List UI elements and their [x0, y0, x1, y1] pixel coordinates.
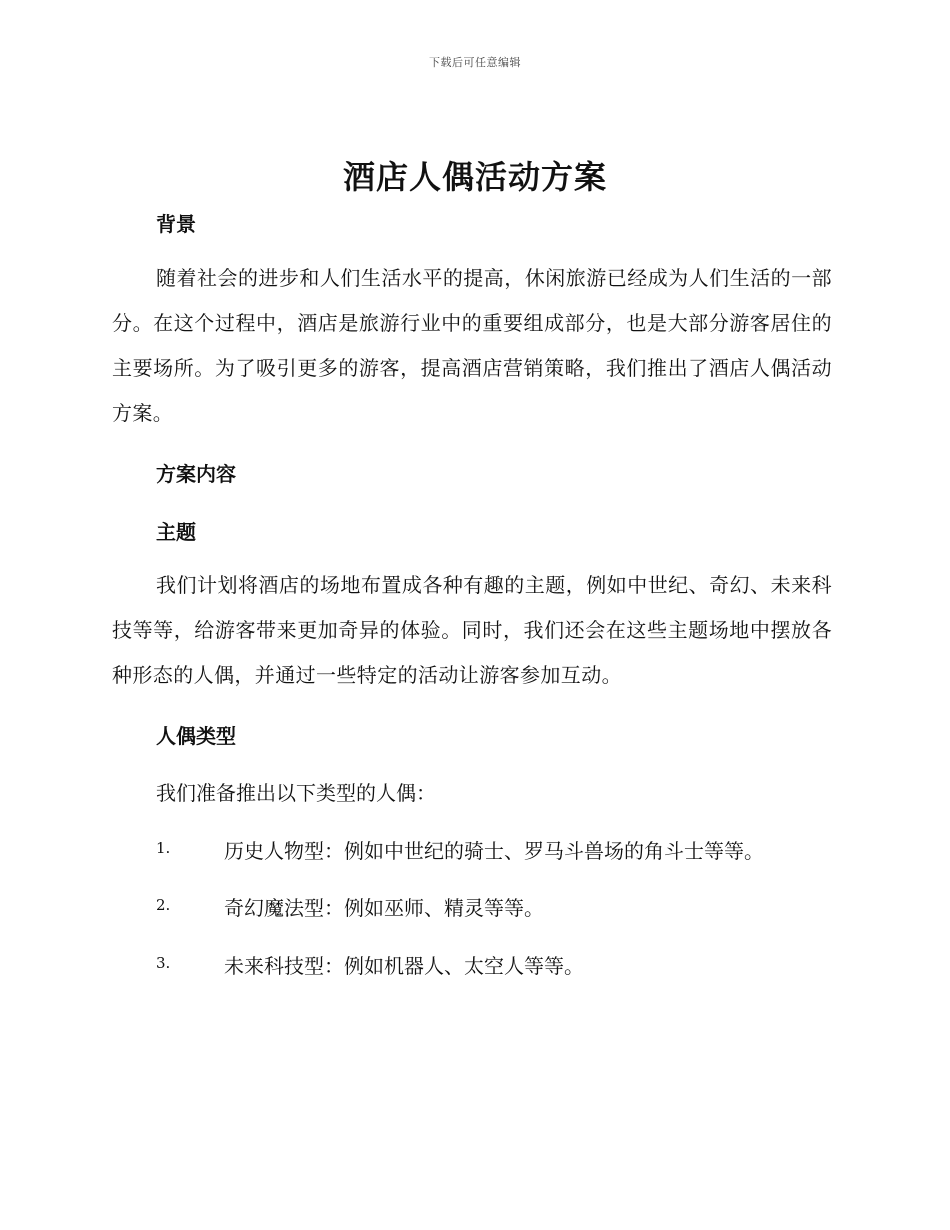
list-item [156, 950, 856, 980]
list-number: 2. [156, 896, 171, 914]
list-item [156, 892, 856, 922]
list-number: 3. [156, 954, 171, 972]
section-heading-plan: 方案内容 [156, 462, 236, 486]
list-item [156, 835, 856, 865]
list-number: 1. [156, 839, 171, 857]
list-text: 未来科技型：例如机器人、太空人等等。 [224, 954, 584, 978]
header-note: 下载后可任意编辑 [429, 56, 521, 69]
background-paragraph: 随着社会的进步和人们生活水平的提高，休闲旅游已经成为人们生活的一部分。在这个过程中，酒店是旅游行业中的重要组成部分，也是大部分游客居住的主要场所。为了吸引更多的游客，提高酒店营销策略，我们推出了酒店人偶活动方案。 [112, 266, 832, 425]
document-title: 酒店人偶活动方案 [342, 158, 607, 196]
list-text: 奇幻魔法型：例如巫师、精灵等等。 [224, 896, 544, 920]
section-heading-types: 人偶类型 [156, 724, 236, 748]
list-text: 历史人物型：例如中世纪的骑士、罗马斗兽场的角斗士等等。 [224, 839, 764, 863]
theme-paragraph: 我们计划将酒店的场地布置成各种有趣的主题，例如中世纪、奇幻、未来科技等等，给游客带来更加奇异的体验。同时，我们还会在这些主题场地中摆放各种形态的人偶，并通过一些特定的活动让游客参加互动。 [112, 573, 832, 687]
section-heading-background: 背景 [156, 212, 196, 236]
types-intro: 我们准备推出以下类型的人偶： [156, 781, 436, 805]
section-heading-theme: 主题 [156, 520, 196, 544]
